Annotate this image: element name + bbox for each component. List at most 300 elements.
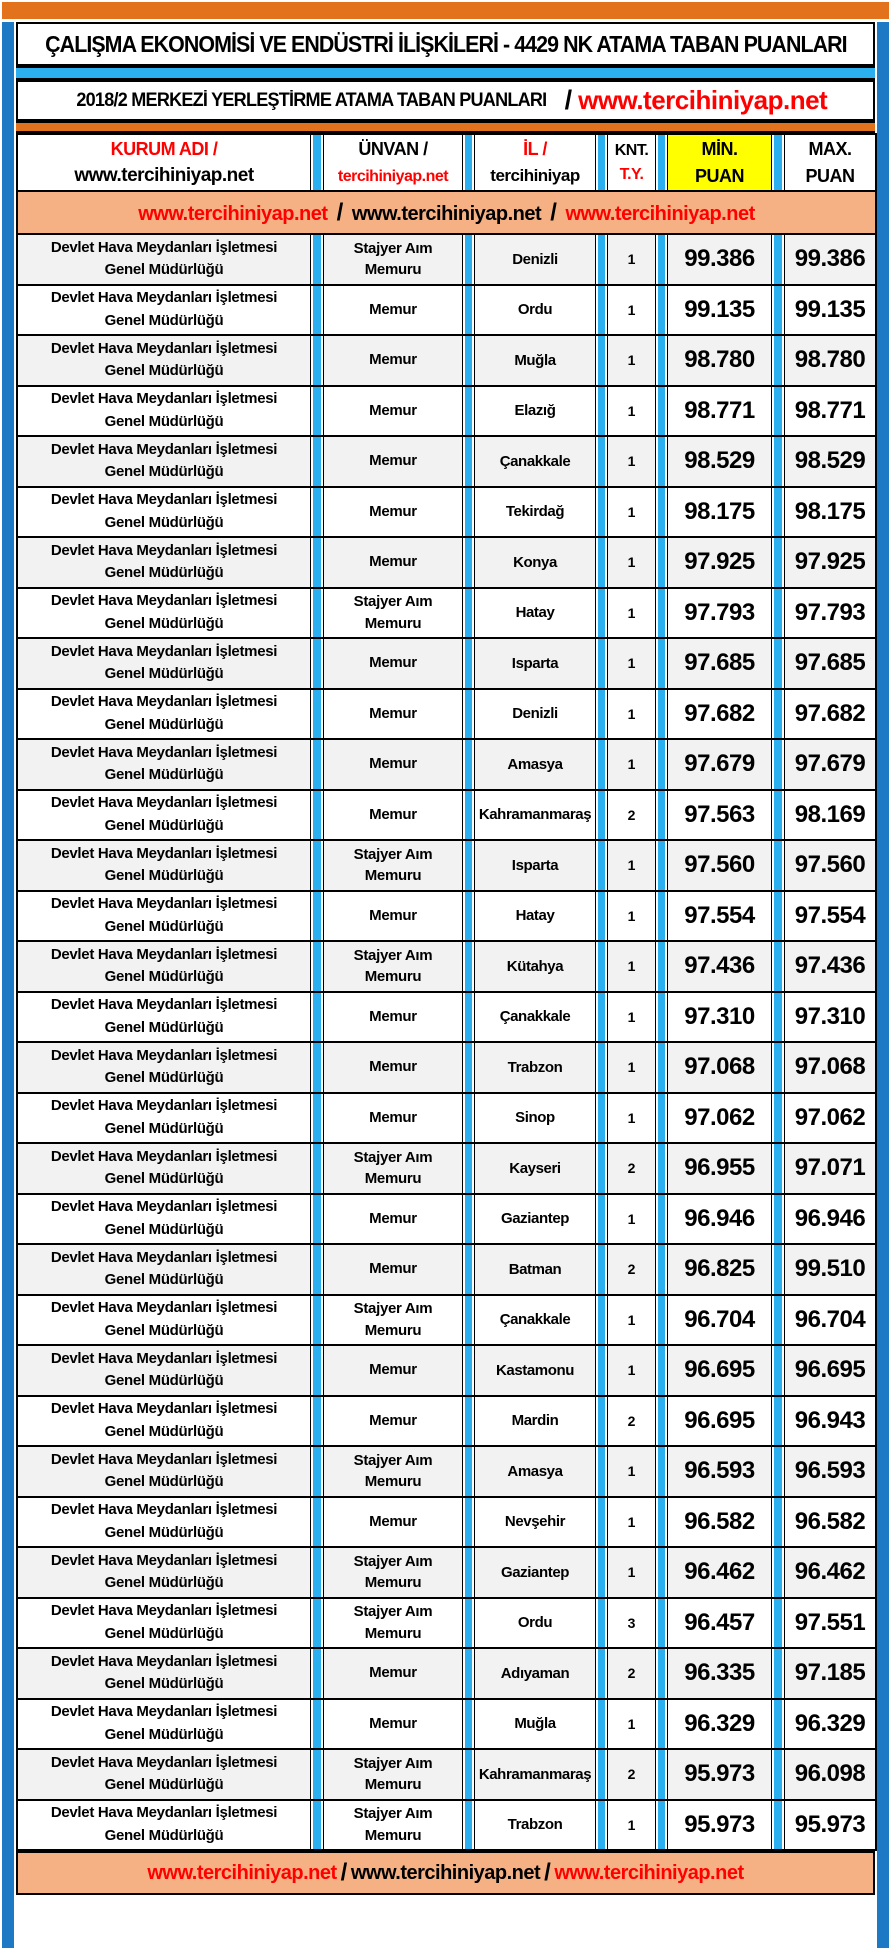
quota-cell: 1 bbox=[607, 891, 656, 942]
column-gap bbox=[311, 1244, 323, 1295]
column-gap bbox=[311, 134, 323, 191]
min-score-cell: 97.682 bbox=[667, 689, 772, 740]
max-score-cell: 96.593 bbox=[784, 1446, 876, 1497]
max-score-cell: 97.679 bbox=[784, 739, 876, 790]
min-score-cell: 98.780 bbox=[667, 335, 772, 386]
column-gap bbox=[463, 1345, 474, 1396]
column-gap bbox=[656, 1396, 667, 1447]
min-score-cell: 97.560 bbox=[667, 840, 772, 891]
column-header-min bbox=[667, 134, 772, 191]
column-gap bbox=[656, 941, 667, 992]
max-score-cell: 98.175 bbox=[784, 487, 876, 538]
column-gap bbox=[311, 840, 323, 891]
column-gap bbox=[772, 790, 784, 841]
table-row bbox=[17, 1699, 876, 1750]
max-score-cell: 96.462 bbox=[784, 1547, 876, 1598]
table-row bbox=[17, 840, 876, 891]
page-title: ÇALIŞMA EKONOMİSİ VE ENDÜSTRİ İLİŞKİLERİ - 4429 NK ATAMA TABAN PUANLARI bbox=[44, 30, 847, 57]
job-title-cell: Memur bbox=[323, 1396, 463, 1447]
min-score-cell: 98.771 bbox=[667, 386, 772, 437]
column-gap bbox=[656, 739, 667, 790]
job-title-cell: Memur bbox=[323, 1244, 463, 1295]
max-score-cell: 96.329 bbox=[784, 1699, 876, 1750]
table-row bbox=[17, 1497, 876, 1548]
banner-separator: / bbox=[340, 1859, 347, 1886]
column-gap bbox=[656, 588, 667, 639]
column-gap bbox=[772, 487, 784, 538]
max-score-cell: 98.529 bbox=[784, 436, 876, 487]
min-score-cell: 97.793 bbox=[667, 588, 772, 639]
column-gap bbox=[596, 1093, 607, 1144]
banner-url-right: www.tercihiniyap.net bbox=[565, 202, 755, 225]
column-gap bbox=[311, 790, 323, 841]
table-row bbox=[17, 891, 876, 942]
column-gap bbox=[772, 1143, 784, 1194]
score-table-body bbox=[17, 234, 876, 1850]
quota-cell: 2 bbox=[607, 1749, 656, 1800]
max-score-cell: 96.704 bbox=[784, 1295, 876, 1346]
column-gap bbox=[463, 1194, 474, 1245]
column-gap bbox=[656, 1800, 667, 1851]
column-gap bbox=[772, 134, 784, 191]
column-gap bbox=[463, 992, 474, 1043]
job-title-cell: Memur bbox=[323, 1194, 463, 1245]
province-cell: Trabzon bbox=[474, 1042, 596, 1093]
column-gap bbox=[463, 588, 474, 639]
min-score-cell: 97.068 bbox=[667, 1042, 772, 1093]
column-gap bbox=[596, 436, 607, 487]
max-score-cell: 97.310 bbox=[784, 992, 876, 1043]
column-header-il-line1: İL / bbox=[523, 139, 547, 160]
column-gap bbox=[311, 1446, 323, 1497]
column-gap bbox=[596, 689, 607, 740]
top-banner-row bbox=[17, 191, 876, 234]
column-gap bbox=[656, 992, 667, 1043]
column-gap bbox=[463, 1699, 474, 1750]
institution-cell: Devlet Hava Meydanları İşletmesi Genel Müdürlüğü bbox=[17, 487, 311, 538]
max-score-cell: 95.973 bbox=[784, 1800, 876, 1851]
quota-cell: 1 bbox=[607, 487, 656, 538]
province-cell: Batman bbox=[474, 1244, 596, 1295]
institution-cell: Devlet Hava Meydanları İşletmesi Genel Müdürlüğü bbox=[17, 1547, 311, 1598]
table-row bbox=[17, 790, 876, 841]
quota-cell: 1 bbox=[607, 1800, 656, 1851]
column-gap bbox=[311, 891, 323, 942]
quota-cell: 1 bbox=[607, 537, 656, 588]
column-gap bbox=[656, 1446, 667, 1497]
quota-cell: 1 bbox=[607, 840, 656, 891]
column-gap bbox=[596, 739, 607, 790]
column-gap bbox=[596, 537, 607, 588]
max-score-cell: 98.771 bbox=[784, 386, 876, 437]
banner-separator: / bbox=[336, 198, 343, 226]
top-banner bbox=[17, 191, 876, 234]
institution-cell: Devlet Hava Meydanları İşletmesi Genel Müdürlüğü bbox=[17, 234, 311, 285]
column-gap bbox=[656, 1093, 667, 1144]
job-title-cell: Memur bbox=[323, 1042, 463, 1093]
column-gap bbox=[772, 1800, 784, 1851]
column-gap bbox=[463, 891, 474, 942]
column-gap bbox=[311, 1093, 323, 1144]
column-gap bbox=[596, 891, 607, 942]
institution-cell: Devlet Hava Meydanları İşletmesi Genel Müdürlüğü bbox=[17, 588, 311, 639]
table-row bbox=[17, 1547, 876, 1598]
institution-cell: Devlet Hava Meydanları İşletmesi Genel Müdürlüğü bbox=[17, 537, 311, 588]
quota-cell: 1 bbox=[607, 992, 656, 1043]
institution-cell: Devlet Hava Meydanları İşletmesi Genel Müdürlüğü bbox=[17, 689, 311, 740]
quota-cell: 2 bbox=[607, 1244, 656, 1295]
table-row bbox=[17, 941, 876, 992]
column-header-kurum-line2: www.tercihiniyap.net bbox=[74, 164, 254, 186]
column-gap bbox=[311, 234, 323, 285]
table-row bbox=[17, 234, 876, 285]
column-gap bbox=[772, 891, 784, 942]
column-gap bbox=[596, 1648, 607, 1699]
column-gap bbox=[772, 1194, 784, 1245]
column-header-knt bbox=[607, 134, 656, 191]
column-gap bbox=[772, 1042, 784, 1093]
column-gap bbox=[772, 1093, 784, 1144]
column-gap bbox=[463, 790, 474, 841]
column-header-max-line1: MAX. bbox=[808, 139, 852, 160]
column-gap bbox=[596, 1598, 607, 1649]
job-title-cell: Stajyer Aım Memuru bbox=[323, 1547, 463, 1598]
table-row bbox=[17, 1194, 876, 1245]
min-score-cell: 96.457 bbox=[667, 1598, 772, 1649]
min-score-cell: 96.704 bbox=[667, 1295, 772, 1346]
max-score-cell: 99.135 bbox=[784, 285, 876, 336]
column-header-max-line2: PUAN bbox=[805, 165, 855, 186]
min-score-cell: 98.529 bbox=[667, 436, 772, 487]
institution-cell: Devlet Hava Meydanları İşletmesi Genel Müdürlüğü bbox=[17, 840, 311, 891]
column-gap bbox=[311, 1345, 323, 1396]
job-title-cell: Stajyer Aım Memuru bbox=[323, 234, 463, 285]
max-score-cell: 97.062 bbox=[784, 1093, 876, 1144]
column-gap bbox=[596, 1143, 607, 1194]
institution-cell: Devlet Hava Meydanları İşletmesi Genel Müdürlüğü bbox=[17, 1699, 311, 1750]
institution-cell: Devlet Hava Meydanları İşletmesi Genel Müdürlüğü bbox=[17, 386, 311, 437]
column-gap bbox=[772, 436, 784, 487]
column-gap bbox=[463, 638, 474, 689]
max-score-cell: 97.551 bbox=[784, 1598, 876, 1649]
column-gap bbox=[656, 638, 667, 689]
job-title-cell: Memur bbox=[323, 739, 463, 790]
province-cell: Trabzon bbox=[474, 1800, 596, 1851]
job-title-cell: Stajyer Aım Memuru bbox=[323, 1446, 463, 1497]
column-gap bbox=[772, 537, 784, 588]
column-gap bbox=[596, 386, 607, 437]
column-header-min-line1: MİN. bbox=[701, 139, 738, 160]
column-gap bbox=[772, 840, 784, 891]
institution-cell: Devlet Hava Meydanları İşletmesi Genel Müdürlüğü bbox=[17, 436, 311, 487]
institution-cell: Devlet Hava Meydanları İşletmesi Genel Müdürlüğü bbox=[17, 1800, 311, 1851]
column-gap bbox=[311, 1042, 323, 1093]
job-title-cell: Memur bbox=[323, 1093, 463, 1144]
province-cell: Gaziantep bbox=[474, 1547, 596, 1598]
province-cell: Muğla bbox=[474, 335, 596, 386]
min-score-cell: 99.386 bbox=[667, 234, 772, 285]
max-score-cell: 98.780 bbox=[784, 335, 876, 386]
job-title-cell: Memur bbox=[323, 1345, 463, 1396]
quota-cell: 1 bbox=[607, 588, 656, 639]
column-gap bbox=[596, 1446, 607, 1497]
job-title-cell: Memur bbox=[323, 487, 463, 538]
max-score-cell: 99.510 bbox=[784, 1244, 876, 1295]
banner-url-left: www.tercihiniyap.net bbox=[138, 202, 328, 225]
job-title-cell: Stajyer Aım Memuru bbox=[323, 1143, 463, 1194]
quota-cell: 1 bbox=[607, 1345, 656, 1396]
province-cell: Hatay bbox=[474, 588, 596, 639]
min-score-cell: 95.973 bbox=[667, 1800, 772, 1851]
institution-cell: Devlet Hava Meydanları İşletmesi Genel Müdürlüğü bbox=[17, 790, 311, 841]
province-cell: Kahramanmaraş bbox=[474, 790, 596, 841]
column-gap bbox=[311, 992, 323, 1043]
column-gap bbox=[596, 992, 607, 1043]
column-gap bbox=[311, 1547, 323, 1598]
column-gap bbox=[596, 1345, 607, 1396]
column-gap bbox=[596, 1800, 607, 1851]
job-title-cell: Stajyer Aım Memuru bbox=[323, 840, 463, 891]
column-header-il-line2: tercihiniyap bbox=[490, 166, 580, 186]
min-score-cell: 97.310 bbox=[667, 992, 772, 1043]
page-subtitle-box bbox=[16, 80, 875, 121]
column-gap bbox=[311, 1497, 323, 1548]
column-gap bbox=[656, 1547, 667, 1598]
province-cell: Mardin bbox=[474, 1396, 596, 1447]
banner-url-middle: www.tercihiniyap.net bbox=[351, 202, 542, 225]
province-cell: Sinop bbox=[474, 1093, 596, 1144]
quota-cell: 1 bbox=[607, 1194, 656, 1245]
column-gap bbox=[463, 1295, 474, 1346]
column-gap bbox=[311, 588, 323, 639]
quota-cell: 2 bbox=[607, 790, 656, 841]
table-row bbox=[17, 386, 876, 437]
min-score-cell: 96.946 bbox=[667, 1194, 772, 1245]
column-gap bbox=[463, 436, 474, 487]
province-cell: Elazığ bbox=[474, 386, 596, 437]
province-cell: Kastamonu bbox=[474, 1345, 596, 1396]
column-gap bbox=[772, 689, 784, 740]
max-score-cell: 96.943 bbox=[784, 1396, 876, 1447]
institution-cell: Devlet Hava Meydanları İşletmesi Genel Müdürlüğü bbox=[17, 1143, 311, 1194]
table-row bbox=[17, 1800, 876, 1851]
column-gap bbox=[463, 134, 474, 191]
job-title-cell: Memur bbox=[323, 891, 463, 942]
column-gap bbox=[596, 134, 607, 191]
subtitle-separator: / bbox=[564, 85, 573, 115]
institution-cell: Devlet Hava Meydanları İşletmesi Genel Müdürlüğü bbox=[17, 1093, 311, 1144]
column-gap bbox=[596, 1295, 607, 1346]
column-header-kurum-line1: KURUM ADI / bbox=[110, 138, 218, 159]
table-row bbox=[17, 1295, 876, 1346]
column-gap bbox=[772, 386, 784, 437]
province-cell: Çanakkale bbox=[474, 992, 596, 1043]
column-gap bbox=[596, 487, 607, 538]
table-row bbox=[17, 739, 876, 790]
institution-cell: Devlet Hava Meydanları İşletmesi Genel Müdürlüğü bbox=[17, 1396, 311, 1447]
column-gap bbox=[772, 1749, 784, 1800]
column-gap bbox=[596, 1244, 607, 1295]
column-gap bbox=[596, 335, 607, 386]
column-gap bbox=[772, 992, 784, 1043]
institution-cell: Devlet Hava Meydanları İşletmesi Genel Müdürlüğü bbox=[17, 1042, 311, 1093]
column-header-min-line2: PUAN bbox=[694, 165, 744, 186]
job-title-cell: Memur bbox=[323, 689, 463, 740]
table-row bbox=[17, 1749, 876, 1800]
province-cell: Denizli bbox=[474, 234, 596, 285]
table-row bbox=[17, 638, 876, 689]
column-gap bbox=[311, 638, 323, 689]
column-header-kurum bbox=[17, 134, 311, 191]
column-gap bbox=[311, 537, 323, 588]
min-score-cell: 99.135 bbox=[667, 285, 772, 336]
column-gap bbox=[463, 1598, 474, 1649]
job-title-cell: Memur bbox=[323, 1699, 463, 1750]
page-subtitle: 2018/2 MERKEZİ YERLEŞTİRME ATAMA TABAN PUANLARI bbox=[76, 89, 547, 111]
institution-cell: Devlet Hava Meydanları İşletmesi Genel Müdürlüğü bbox=[17, 739, 311, 790]
column-header-knt-line1: KNT. bbox=[614, 142, 649, 160]
min-score-cell: 97.436 bbox=[667, 941, 772, 992]
column-gap bbox=[656, 1648, 667, 1699]
quota-cell: 1 bbox=[607, 335, 656, 386]
quota-cell: 1 bbox=[607, 436, 656, 487]
institution-cell: Devlet Hava Meydanları İşletmesi Genel Müdürlüğü bbox=[17, 992, 311, 1043]
column-gap bbox=[463, 335, 474, 386]
column-gap bbox=[463, 1143, 474, 1194]
column-gap bbox=[772, 335, 784, 386]
column-gap bbox=[772, 1396, 784, 1447]
column-gap bbox=[596, 285, 607, 336]
column-gap bbox=[656, 1194, 667, 1245]
province-cell: Gaziantep bbox=[474, 1194, 596, 1245]
quota-cell: 2 bbox=[607, 1396, 656, 1447]
max-score-cell: 97.685 bbox=[784, 638, 876, 689]
column-gap bbox=[656, 134, 667, 191]
province-cell: Isparta bbox=[474, 638, 596, 689]
column-gap bbox=[311, 1648, 323, 1699]
column-gap bbox=[772, 1244, 784, 1295]
max-score-cell: 97.071 bbox=[784, 1143, 876, 1194]
province-cell: Çanakkale bbox=[474, 436, 596, 487]
column-header-unvan-line2: tercihiniyap.net bbox=[337, 168, 449, 186]
column-gap bbox=[463, 1093, 474, 1144]
min-score-cell: 96.329 bbox=[667, 1699, 772, 1750]
column-gap bbox=[772, 1345, 784, 1396]
column-gap bbox=[311, 1295, 323, 1346]
institution-cell: Devlet Hava Meydanları İşletmesi Genel Müdürlüğü bbox=[17, 1295, 311, 1346]
max-score-cell: 97.793 bbox=[784, 588, 876, 639]
column-gap bbox=[656, 1295, 667, 1346]
column-gap bbox=[772, 941, 784, 992]
min-score-cell: 97.563 bbox=[667, 790, 772, 841]
column-gap bbox=[656, 1749, 667, 1800]
column-gap bbox=[596, 840, 607, 891]
column-gap bbox=[463, 285, 474, 336]
province-cell: Adıyaman bbox=[474, 1648, 596, 1699]
job-title-cell: Memur bbox=[323, 436, 463, 487]
quota-cell: 1 bbox=[607, 689, 656, 740]
quota-cell: 1 bbox=[607, 739, 656, 790]
quota-cell: 2 bbox=[607, 1648, 656, 1699]
column-gap bbox=[311, 335, 323, 386]
min-score-cell: 95.973 bbox=[667, 1749, 772, 1800]
column-gap bbox=[596, 1194, 607, 1245]
column-gap bbox=[463, 1648, 474, 1699]
column-gap bbox=[311, 1749, 323, 1800]
column-gap bbox=[311, 1800, 323, 1851]
institution-cell: Devlet Hava Meydanları İşletmesi Genel Müdürlüğü bbox=[17, 285, 311, 336]
column-gap bbox=[463, 739, 474, 790]
min-score-cell: 96.593 bbox=[667, 1446, 772, 1497]
column-gap bbox=[311, 1143, 323, 1194]
table-row bbox=[17, 1143, 876, 1194]
column-gap bbox=[772, 638, 784, 689]
institution-cell: Devlet Hava Meydanları İşletmesi Genel Müdürlüğü bbox=[17, 1446, 311, 1497]
province-cell: Çanakkale bbox=[474, 1295, 596, 1346]
min-score-cell: 97.925 bbox=[667, 537, 772, 588]
column-gap bbox=[656, 1143, 667, 1194]
column-gap bbox=[463, 689, 474, 740]
column-gap bbox=[596, 790, 607, 841]
min-score-cell: 96.695 bbox=[667, 1396, 772, 1447]
banner-separator: / bbox=[550, 198, 557, 226]
column-gap bbox=[596, 1699, 607, 1750]
banner-url-right: www.tercihiniyap.net bbox=[554, 1861, 744, 1884]
column-gap bbox=[463, 386, 474, 437]
column-gap bbox=[311, 1194, 323, 1245]
column-gap bbox=[772, 1699, 784, 1750]
table-row bbox=[17, 1244, 876, 1295]
column-gap bbox=[596, 1497, 607, 1548]
column-gap bbox=[656, 537, 667, 588]
min-score-cell: 96.955 bbox=[667, 1143, 772, 1194]
cyan-divider bbox=[16, 66, 875, 80]
table-row bbox=[17, 1042, 876, 1093]
province-cell: Kütahya bbox=[474, 941, 596, 992]
min-score-cell: 96.462 bbox=[667, 1547, 772, 1598]
column-gap bbox=[656, 386, 667, 437]
quota-cell: 1 bbox=[607, 1699, 656, 1750]
province-cell: Hatay bbox=[474, 891, 596, 942]
column-gap bbox=[656, 689, 667, 740]
column-header-max bbox=[784, 134, 876, 191]
banner-separator: / bbox=[544, 1859, 551, 1886]
table-row bbox=[17, 1093, 876, 1144]
column-gap bbox=[656, 1497, 667, 1548]
column-gap bbox=[772, 234, 784, 285]
min-score-cell: 97.062 bbox=[667, 1093, 772, 1144]
column-gap bbox=[772, 1648, 784, 1699]
quota-cell: 1 bbox=[607, 1093, 656, 1144]
column-gap bbox=[311, 1598, 323, 1649]
column-gap bbox=[463, 1547, 474, 1598]
job-title-cell: Memur bbox=[323, 638, 463, 689]
quota-cell: 2 bbox=[607, 1143, 656, 1194]
column-gap bbox=[463, 1800, 474, 1851]
max-score-cell: 97.554 bbox=[784, 891, 876, 942]
institution-cell: Devlet Hava Meydanları İşletmesi Genel Müdürlüğü bbox=[17, 1598, 311, 1649]
institution-cell: Devlet Hava Meydanları İşletmesi Genel Müdürlüğü bbox=[17, 1244, 311, 1295]
column-gap bbox=[656, 335, 667, 386]
institution-cell: Devlet Hava Meydanları İşletmesi Genel Müdürlüğü bbox=[17, 335, 311, 386]
column-gap bbox=[311, 285, 323, 336]
min-score-cell: 96.695 bbox=[667, 1345, 772, 1396]
min-score-cell: 96.335 bbox=[667, 1648, 772, 1699]
page-title-box bbox=[16, 22, 875, 66]
column-gap bbox=[463, 537, 474, 588]
column-gap bbox=[656, 285, 667, 336]
column-gap bbox=[311, 689, 323, 740]
